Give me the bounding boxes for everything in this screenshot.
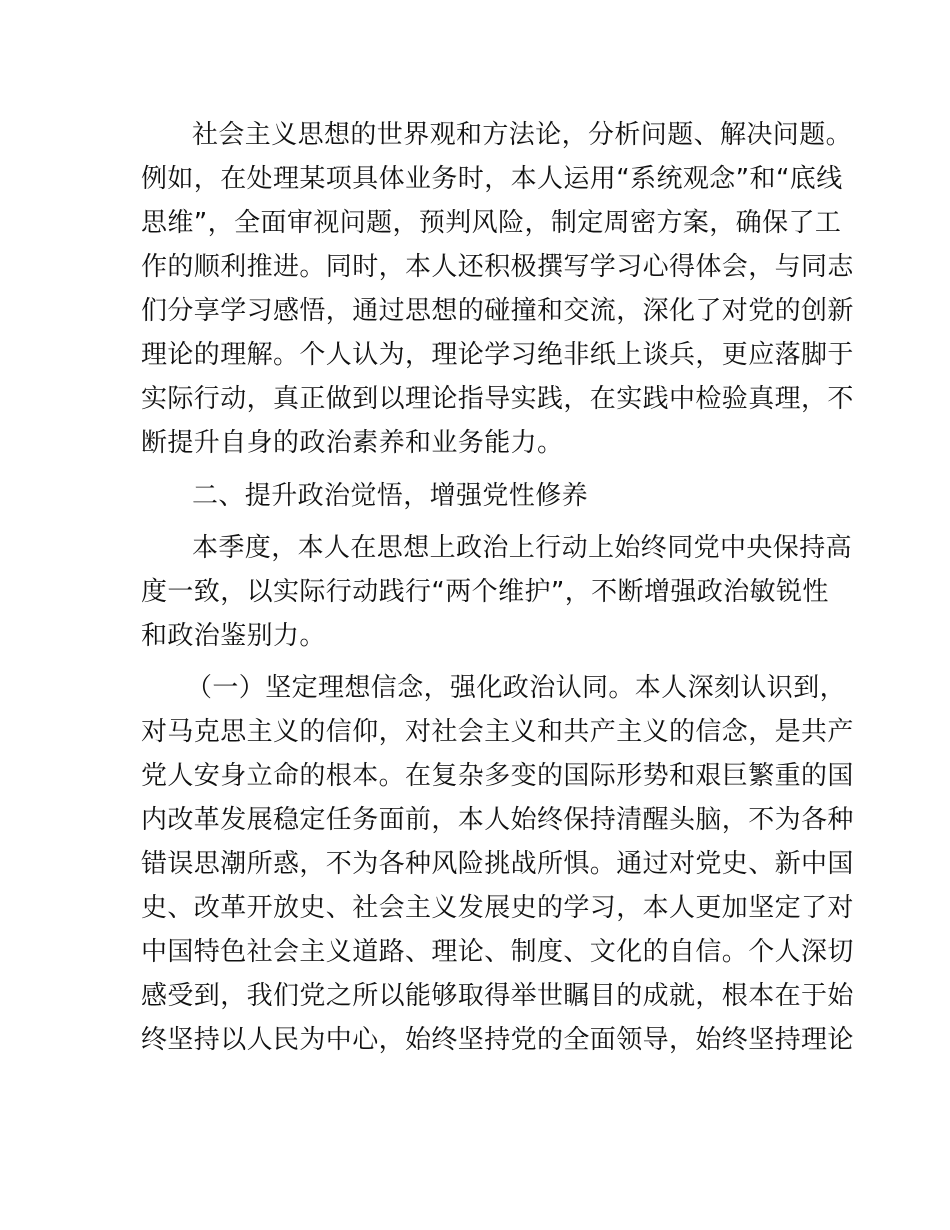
paragraph-line: 本季度，本人在思想上政治上行动上始终同党中央保持高	[192, 533, 853, 563]
paragraph-line: 们分享学习感悟，通过思想的碰撞和交流，深化了对党的创新	[141, 296, 854, 326]
paragraph-line: 社会主义思想的世界观和方法论，分析问题、解决问题。	[192, 120, 853, 150]
paragraph-line: 党人安身立命的根本。在复杂多变的国际形势和艰巨繁重的国	[141, 761, 854, 791]
paragraph-line: 实际行动，真正做到以理论指导实践，在实践中检验真理，不	[141, 384, 854, 414]
paragraph-line: 和政治鉴别力。	[141, 621, 326, 651]
paragraph-line: 史、改革开放史、社会主义发展史的学习，本人更加坚定了对	[141, 893, 854, 923]
section-heading: 二、提升政治觉悟，增强党性修养	[192, 481, 589, 511]
paragraph-line: 作的顺利推进。同时，本人还积极撰写学习心得体会，与同志	[141, 252, 854, 282]
paragraph-line: 例如，在处理某项具体业务时，本人运用“系统观念”和“底线	[141, 164, 843, 194]
paragraph-line: （一）坚定理想信念，强化政治认同。本人深刻认识到，	[186, 673, 847, 703]
paragraph-line: 度一致，以实际行动践行“两个维护”，不断增强政治敏锐性	[141, 577, 829, 607]
paragraph-line: 断提升自身的政治素养和业务能力。	[141, 428, 564, 458]
paragraph-line: 感受到，我们党之所以能够取得举世瞩目的成就，根本在于始	[141, 981, 854, 1011]
paragraph-line: 理论的理解。个人认为，理论学习绝非纸上谈兵，更应落脚于	[141, 340, 854, 370]
paragraph-line: 内改革发展稳定任务面前，本人始终保持清醒头脑，不为各种	[141, 805, 854, 835]
paragraph-line: 错误思潮所惑，不为各种风险挑战所惧。通过对党史、新中国	[141, 849, 854, 879]
paragraph-line: 思维”，全面审视问题，预判风险，制定周密方案，确保了工	[141, 208, 842, 238]
paragraph-line: 中国特色社会主义道路、理论、制度、文化的自信。个人深切	[141, 937, 854, 967]
paragraph-line: 对马克思主义的信仰，对社会主义和共产主义的信念，是共产	[141, 717, 854, 747]
paragraph-line: 终坚持以人民为中心，始终坚持党的全面领导，始终坚持理论	[141, 1025, 854, 1055]
